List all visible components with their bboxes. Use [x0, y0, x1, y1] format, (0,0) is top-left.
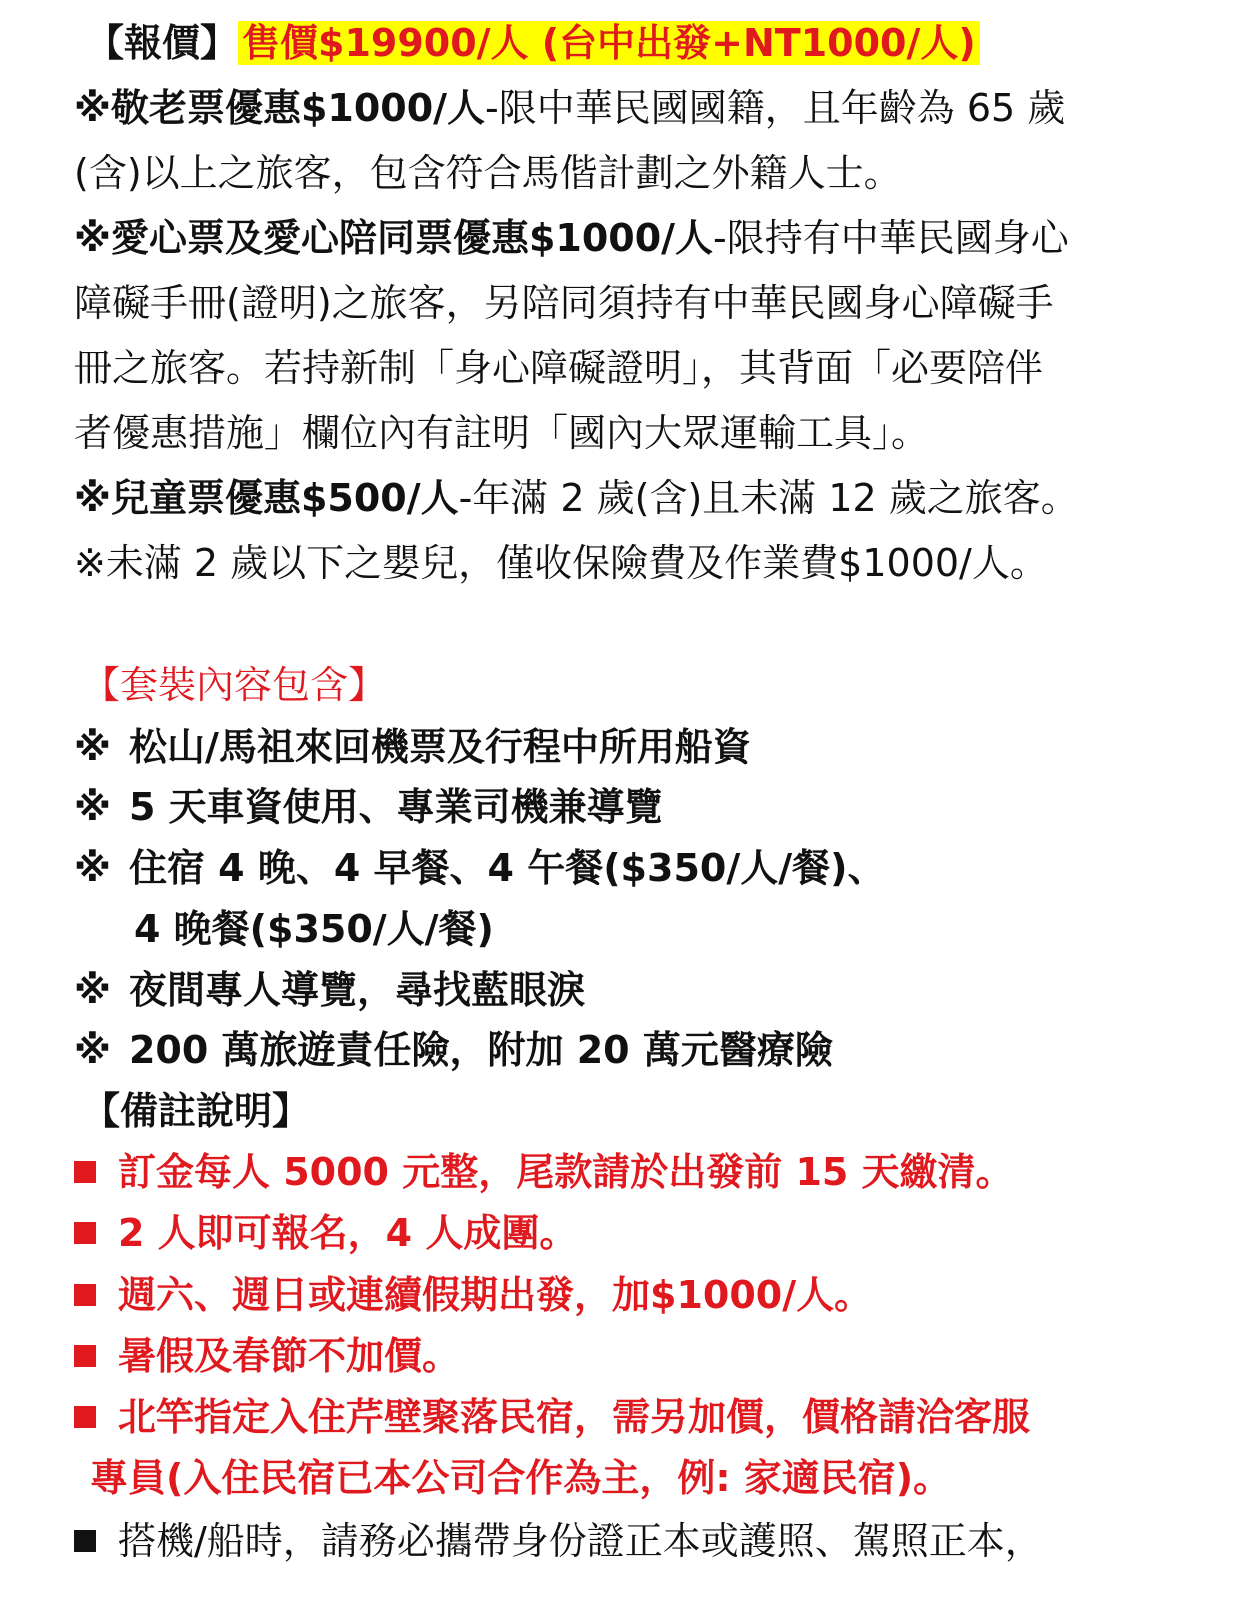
disability-discount-title: ※愛心票及愛心陪同票優惠$1000/人: [74, 216, 714, 260]
disability-discount-line-2: [74, 278, 1054, 330]
note-item-text: 2 人即可報名，4 人成團。: [118, 1211, 578, 1255]
note-item: [74, 1516, 1043, 1568]
senior-discount-text-2: (含)以上之旅客，包含符合馬偕計劃之外籍人士。: [74, 151, 902, 195]
disability-discount-text-2: 障礙手冊(證明)之旅客，另陪同須持有中華民國身心障礙手: [74, 281, 1054, 325]
child-discount-title: ※兒童票優惠$500/人: [74, 476, 459, 520]
package-item-text: 松山/馬祖來回機票及行程中所用船資: [128, 725, 751, 769]
disability-discount-text-3: 冊之旅客。若持新制「身心障礙證明」，其背面「必要陪伴: [74, 346, 1044, 390]
package-item: [74, 843, 885, 895]
disability-discount-line-1: [74, 213, 1069, 265]
note-item-text: 暑假及春節不加價。: [118, 1334, 461, 1378]
senior-discount-title: ※敬老票優惠$1000/人: [74, 86, 486, 130]
reference-mark: ※: [74, 1028, 111, 1072]
reference-mark: ※: [74, 785, 111, 829]
quote-line: [86, 18, 980, 70]
reference-mark: ※: [74, 725, 111, 769]
note-item-text: 北竿指定入住芹壁聚落民宿，需另加價，價格請洽客服: [118, 1395, 1031, 1439]
infant-line: [74, 538, 1048, 590]
child-discount-text: -年滿 2 歲(含)且未滿 12 歲之旅客。: [458, 476, 1079, 520]
package-item: [74, 722, 751, 774]
package-item: [74, 782, 663, 834]
note-item: [74, 1392, 1030, 1444]
package-item-continuation: 4 晚餐($350/人/餐): [134, 907, 494, 951]
note-item-text: 週六、週日或連續假期出發，加$1000/人。: [118, 1273, 873, 1317]
red-square-bullet-icon: [74, 1161, 96, 1183]
note-item: [74, 1331, 460, 1383]
note-item: [74, 1208, 577, 1260]
package-item: [74, 965, 585, 1017]
child-discount-line: [74, 473, 1079, 525]
note-item-continuation: 專員(入住民宿已本公司合作為主，例: 家適民宿)。: [90, 1456, 952, 1500]
disability-discount-text-1: -限持有中華民國身心: [713, 216, 1069, 260]
red-square-bullet-icon: [74, 1284, 96, 1306]
disability-discount-line-4: [74, 408, 929, 460]
note-item-text: 搭機/船時，請務必攜帶身份證正本或護照、駕照正本，: [118, 1519, 1043, 1563]
package-heading: 【套裝內容包含】: [82, 663, 387, 707]
quote-label: 【報價】: [86, 21, 239, 65]
reference-mark: ※: [74, 968, 111, 1012]
note-item-text: 訂金每人 5000 元整，尾款請於出發前 15 天繳清。: [118, 1150, 1014, 1194]
package-item-text: 夜間專人導覽，尋找藍眼淚: [128, 968, 585, 1012]
note-item: [74, 1270, 872, 1322]
red-square-bullet-icon: [74, 1222, 96, 1244]
package-item-text: 5 天車資使用、專業司機兼導覽: [128, 785, 663, 829]
senior-discount-line-2: [74, 148, 902, 200]
note-item: [74, 1147, 1014, 1199]
reference-mark: ※: [74, 846, 111, 890]
red-square-bullet-icon: [74, 1345, 96, 1367]
black-square-bullet-icon: [74, 1530, 96, 1552]
package-item: [74, 1025, 833, 1077]
price-highlight: 售價$19900/人 (台中出發+NT1000/人): [238, 21, 980, 65]
red-square-bullet-icon: [74, 1406, 96, 1428]
disability-discount-line-3: [74, 343, 1043, 395]
package-item-text: 200 萬旅遊責任險，附加 20 萬元醫療險: [128, 1028, 833, 1072]
senior-discount-text-1: -限中華民國國籍，且年齡為 65 歲: [485, 86, 1066, 130]
notes-heading: 【備註說明】: [82, 1089, 311, 1133]
senior-discount-line-1: [74, 83, 1065, 135]
disability-discount-text-4: 者優惠措施」欄位內有註明「國內大眾運輸工具」。: [74, 411, 930, 455]
infant-text: ※未滿 2 歲以下之嬰兒，僅收保險費及作業費$1000/人。: [74, 541, 1048, 585]
package-item-text: 住宿 4 晚、4 早餐、4 午餐($350/人/餐)、: [128, 846, 886, 890]
